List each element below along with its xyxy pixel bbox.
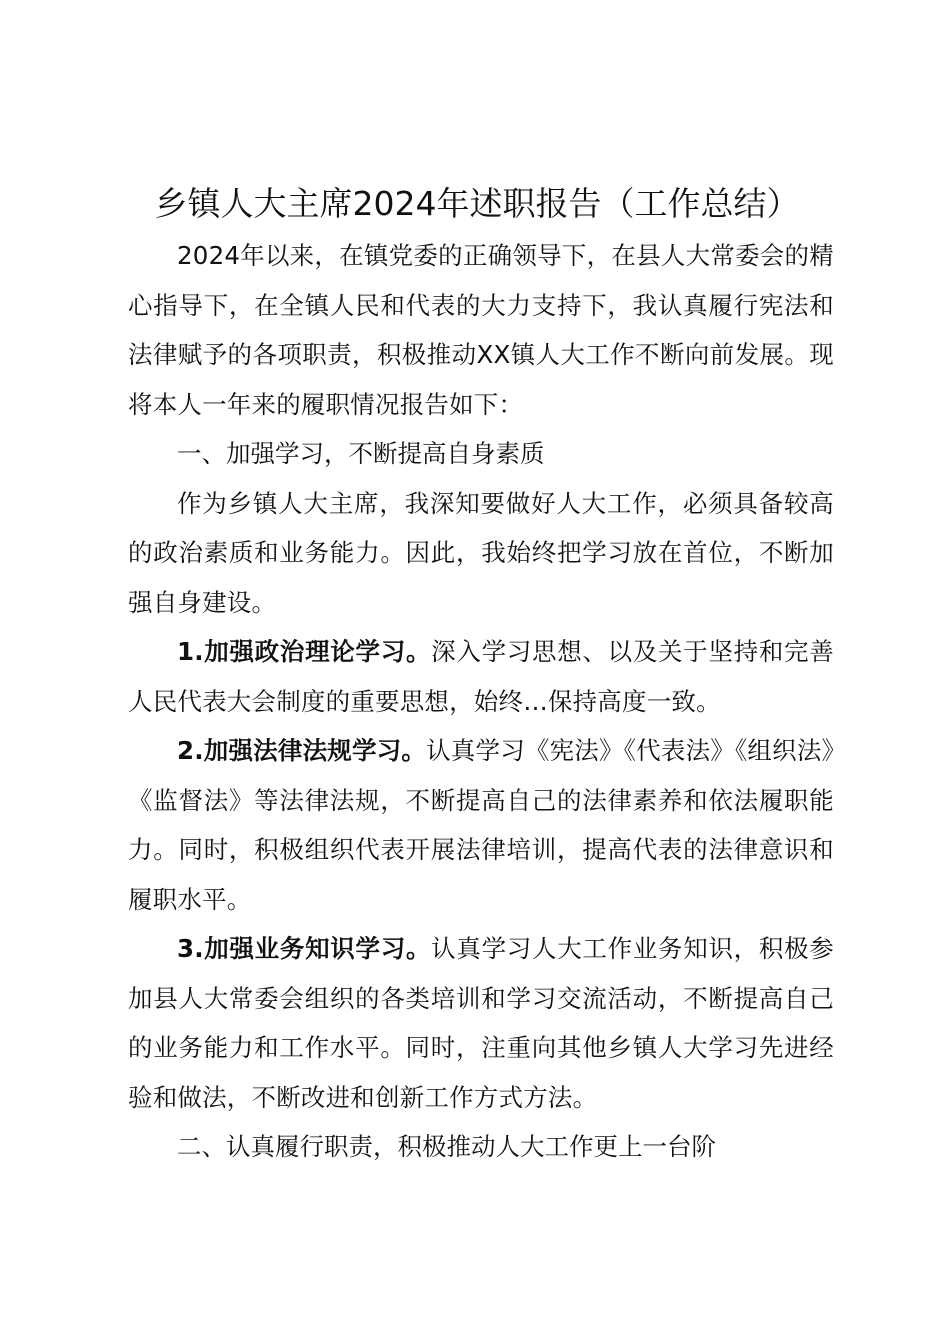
document-body (128, 178, 834, 1172)
item-2-lead: 2.加强法律法规学习。 (177, 736, 427, 765)
section-2-heading: 二、认真履行职责，积极推动人大工作更上一台阶 (177, 1132, 716, 1161)
item-3-text: 认真学习人大工作业务知识，积极参加县人大常委会组织的各类培训和学习交流活动，不断提高自己的业务能力和工作水平。同时，注重向其他乡镇人大学习先进经验和做法，不断改进和创新工作方式方法。 (128, 934, 834, 1112)
section-1-paragraph: 作为乡镇人大主席，我深知要做好人大工作，必须具备较高的政治素质和业务能力。因此，我始终把学习放在首位，不断加强自身建设。 (128, 488, 834, 617)
item-1-paragraph (128, 627, 834, 726)
item-2-text: 认真学习《宪法》《代表法》《组织法》《监督法》等法律法规，不断提高自己的法律素养和依法履职能力。同时，积极组织代表开展法律培训，提高代表的法律意识和履职水平。 (128, 736, 834, 914)
intro-paragraph: 2024年以来，在镇党委的正确领导下，在县人大常委会的精心指导下，在全镇人民和代表的大力支持下，我认真履行宪法和法律赋予的各项职责，积极推动XX镇人大工作不断向前发展。现将本人一年来的履职情况报告如下： (128, 241, 834, 419)
item-1-lead: 1.加强政治理论学习。 (177, 637, 432, 666)
item-1-text: 深入学习思想、以及关于坚持和完善人民代表大会制度的重要思想，始终…保持高度一致。 (128, 637, 834, 716)
section-1-heading: 一、加强学习，不断提高自身素质 (177, 439, 545, 468)
item-3-paragraph (128, 924, 834, 1122)
item-2-paragraph (128, 726, 834, 924)
document-title: 乡镇人大主席2024年述职报告（工作总结） (154, 184, 800, 223)
item-3-lead: 3.加强业务知识学习。 (177, 934, 432, 963)
